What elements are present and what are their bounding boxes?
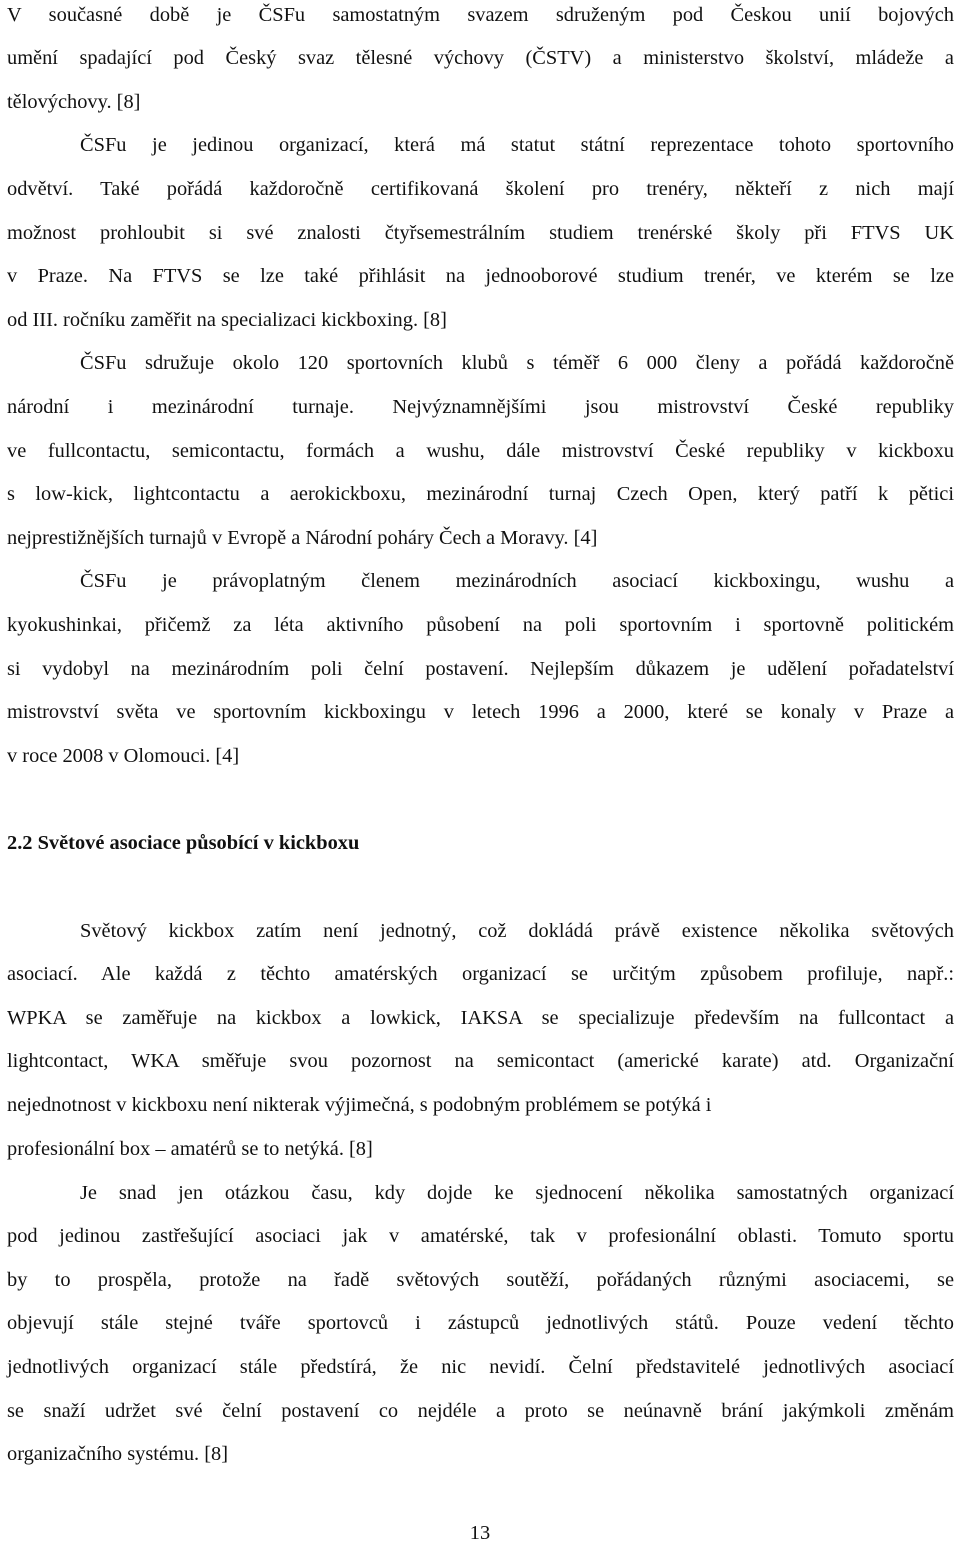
- text-line: ČSFu sdružuje okolo 120 sportovních klubů s téměř 6 000 členy a pořádá každoročně: [80, 352, 954, 374]
- text-line: od III. ročníku zaměřit na specializaci kickboxing. [8]: [7, 309, 447, 331]
- section-heading: 2.2 Světové asociace působící v kickboxu: [7, 832, 360, 854]
- text-line: V současné době je ČSFu samostatným svazem sdruženým pod Českou unií bojových: [7, 4, 954, 26]
- text-line: jednotlivých organizací stále předstírá, že nic nevidí. Čelní představitelé jednotlivých asociací: [7, 1356, 954, 1378]
- text-line: odvětví. Také pořádá každoročně certifikovaná školení pro trenéry, někteří z nich mají: [7, 178, 954, 200]
- text-line: nejednotnost v kickboxu není nikterak výjimečná, s podobným problémem se potýká i: [7, 1094, 712, 1116]
- text-line: ve fullcontactu, semicontactu, formách a wushu, dále mistrovství České republiky v kickboxu: [7, 440, 954, 462]
- text-line: ČSFu je právoplatným členem mezinárodních asociací kickboxingu, wushu a: [80, 570, 954, 592]
- text-line: profesionální box – amatérů se to netýká. [8]: [7, 1138, 373, 1160]
- text-line: tělovýchovy. [8]: [7, 91, 141, 113]
- text-line: organizačního systému. [8]: [7, 1443, 229, 1465]
- text-line: Světový kickbox zatím není jednotný, což dokládá právě existence několika světových: [80, 920, 954, 942]
- text-line: by to prospěla, protože na řadě světových soutěží, pořádaných různými asociacemi, se: [7, 1269, 954, 1291]
- text-line: nejprestižnějších turnajů v Evropě a Národní poháry Čech a Moravy. [4]: [7, 527, 598, 549]
- text-line: v roce 2008 v Olomouci. [4]: [7, 745, 240, 767]
- text-line: se snaží udržet své čelní postavení co nejdéle a proto se neúnavně brání jakýmkoli změnám: [7, 1400, 954, 1422]
- text-line: v Praze. Na FTVS se lze také přihlásit na jednooborové studium trenér, ve kterém se lze: [7, 265, 954, 287]
- text-line: s low-kick, lightcontactu a aerokickboxu, mezinárodní turnaj Czech Open, který patří k pětici: [7, 483, 954, 505]
- text-line: Je snad jen otázkou času, kdy dojde ke sjednocení několika samostatných organizací: [80, 1182, 954, 1204]
- page-number: 13: [469, 1522, 491, 1544]
- text-line: asociací. Ale každá z těchto amatérských organizací se určitým způsobem profiluje, např.:: [7, 963, 954, 985]
- text-line: pod jedinou zastřešující asociaci jak v amatérské, tak v profesionální oblasti. Tomuto sportu: [7, 1225, 954, 1247]
- text-line: umění spadající pod Český svaz tělesné výchovy (ČSTV) a ministerstvo školství, mládeže a: [7, 47, 954, 69]
- text-line: WPKA se zaměřuje na kickbox a lowkick, IAKSA se specializuje především na fullcontact a: [7, 1007, 954, 1029]
- text-line: objevují stále stejné tváře sportovců i zástupců jednotlivých států. Pouze vedení těchto: [7, 1312, 954, 1334]
- text-line: ČSFu je jedinou organizací, která má statut státní reprezentace tohoto sportovního: [80, 134, 954, 156]
- text-line: si vydobyl na mezinárodním poli čelní postavení. Nejlepším důkazem je udělení pořadatelství: [7, 658, 954, 680]
- text-line: možnost prohloubit si své znalosti čtyřsemestrálním studiem trenérské školy při FTVS UK: [7, 222, 954, 244]
- text-line: lightcontact, WKA směřuje svou pozornost na semicontact (americké karate) atd. Organizační: [7, 1050, 954, 1072]
- text-line: mistrovství světa ve sportovním kickboxingu v letech 1996 a 2000, které se konaly v Praze a: [7, 701, 954, 723]
- text-line: národní i mezinárodní turnaje. Nejvýznamnějšími jsou mistrovství České republiky: [7, 396, 954, 418]
- text-line: kyokushinkai, přičemž za léta aktivního působení na poli sportovním i sportovně politickém: [7, 614, 954, 636]
